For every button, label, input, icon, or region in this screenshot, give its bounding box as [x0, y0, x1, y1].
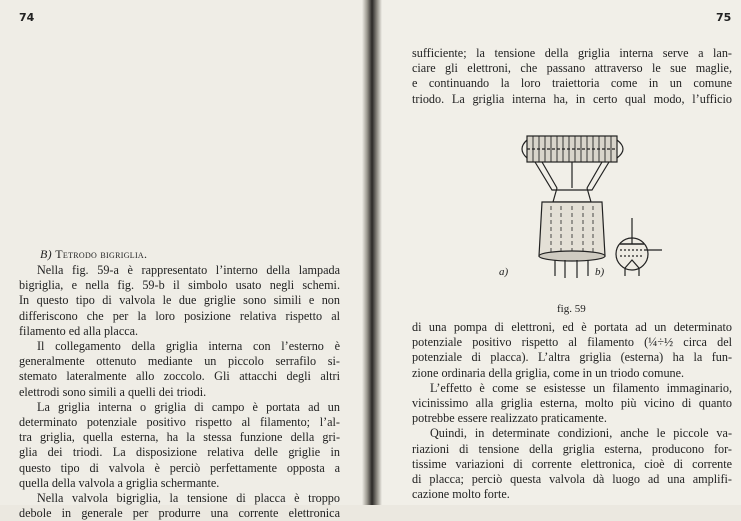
text-line: quella della valvola a griglia schermante. — [19, 475, 220, 490]
book-gutter — [362, 0, 382, 505]
right-body-text-top — [412, 46, 732, 107]
text-line: triodo. La griglia interna ha, in certo qual modo, l’ufficio — [412, 91, 732, 106]
figure-59 — [487, 126, 667, 291]
section-heading-letter: B) — [40, 247, 52, 261]
text-line: potenziale positivo rispetto al filamento (¼÷½ circa del — [412, 335, 732, 350]
figure-label-b: b) — [595, 266, 605, 278]
text-line: Il collegamento della griglia interna con l’esterno è — [37, 339, 340, 354]
left-body-text — [19, 263, 340, 521]
text-line: potenziale di placca). L’altra griglia (esterna) ha la fun- — [412, 350, 732, 365]
text-line: ciare gli elettroni, che passano attraverso le sue maglie, — [412, 61, 732, 76]
text-line: generalmente ottenuto mediante un piccolo serrafilo si- — [19, 354, 340, 369]
section-heading — [40, 247, 147, 262]
figure-caption: fig. 59 — [557, 303, 586, 315]
text-line: questo tipo di valvola è perciò perfettamente opposta a — [19, 460, 340, 475]
text-line: zione ordinaria della griglia, come in un triodo comune. — [412, 365, 685, 380]
text-line: glia dei triodi. La disposizione relativa delle griglie in — [19, 445, 340, 460]
text-line: cazione molto forte. — [412, 487, 510, 502]
text-line: e continuando la loro traiettoria come in un comune — [412, 76, 732, 91]
text-line: riazioni di tensione della griglia esterna, producono for- — [412, 441, 732, 456]
left-page-number: 74 — [19, 11, 35, 24]
text-line: di placca; perciò questa valvola dà luogo ad una amplifi- — [412, 472, 732, 487]
text-line: La griglia interna o griglia di campo è portata ad un — [37, 399, 340, 414]
text-line: Nella fig. 59-a è rappresentato l’interno della lampada — [37, 263, 340, 277]
text-line: debole in generale per produrre una corrente elettronica — [19, 506, 340, 521]
tetrode-illustration — [487, 126, 667, 291]
text-line: vicinissimo alla griglia esterna, molto più vicino di quanto — [412, 396, 732, 411]
text-line: stemato lateralmente allo zoccolo. Gli attacchi degli altri — [19, 369, 340, 384]
text-line: Quindi, in determinate condizioni, anche le piccole va- — [430, 426, 732, 441]
figure-label-a: a) — [499, 266, 509, 278]
section-heading-title: Tetrodo bigriglia. — [55, 247, 148, 261]
text-line: filamento ed alla placca. — [19, 323, 139, 338]
right-body-text-bottom — [412, 320, 732, 502]
text-line: tissime variazioni di corrente elettronica, cioè di corrente — [412, 456, 732, 471]
text-line: In questo tipo di valvola le due griglie sono simili e non — [19, 293, 340, 308]
text-line: sufficiente; la tensione della griglia interna serve a lan- — [412, 46, 732, 60]
text-line: potrebbe essere realizzato praticamente. — [412, 411, 607, 426]
text-line: Nella valvola bigriglia, la tensione di placca è troppo — [37, 491, 340, 506]
text-line: L’effetto è come se esistesse un filamento immaginario, — [430, 380, 732, 395]
text-line: di una pompa di elettroni, ed è portata ad un determinato — [412, 320, 732, 334]
text-line: tra griglia, quella esterna, ha la stessa funzione della gri- — [19, 430, 340, 445]
right-page-number: 75 — [716, 11, 732, 24]
text-line: bigriglia, e nella fig. 59-b il simbolo usato negli schemi. — [19, 278, 340, 293]
text-line: differiscono che per la loro posizione relativa rispetto al — [19, 308, 340, 323]
text-line: elettrodi sono simili a quelli dei triodi. — [19, 384, 207, 399]
text-line: determinato potenziale positivo rispetto al filamento; l’al- — [19, 415, 340, 430]
